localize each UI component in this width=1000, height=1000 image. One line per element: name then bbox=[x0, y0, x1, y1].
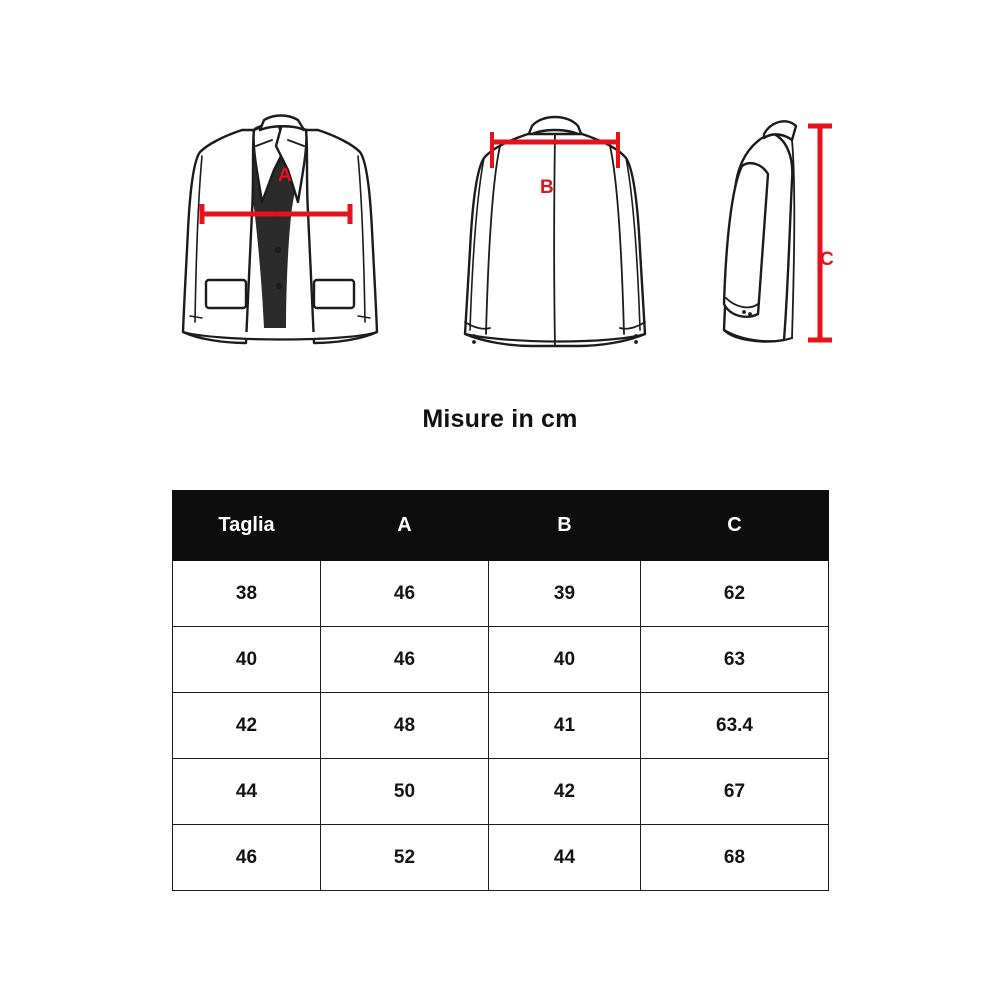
back-center-seam bbox=[554, 134, 555, 346]
side-cuff-button-2 bbox=[748, 312, 752, 316]
cell-b: 41 bbox=[489, 693, 641, 759]
cell-c: 63.4 bbox=[641, 693, 829, 759]
table-row bbox=[173, 825, 829, 891]
table-row bbox=[173, 693, 829, 759]
cell-b: 40 bbox=[489, 627, 641, 693]
table-row bbox=[173, 627, 829, 693]
front-left-body bbox=[183, 130, 254, 343]
table-row bbox=[173, 759, 829, 825]
cell-b: 39 bbox=[489, 561, 641, 627]
cell-a: 46 bbox=[321, 561, 489, 627]
illustrations-row bbox=[0, 90, 1000, 380]
column-header-taglia: Taglia bbox=[173, 491, 321, 561]
measure-label-c: C bbox=[820, 249, 834, 270]
size-table bbox=[172, 490, 829, 891]
cell-size: 46 bbox=[173, 825, 321, 891]
cell-size: 38 bbox=[173, 561, 321, 627]
column-header-b: B bbox=[489, 491, 641, 561]
cell-size: 44 bbox=[173, 759, 321, 825]
back-right-cuff-button-2 bbox=[634, 340, 638, 344]
jacket-side-illustration bbox=[700, 90, 880, 380]
jacket-front-illustration bbox=[168, 90, 398, 380]
measure-line-c bbox=[808, 126, 832, 340]
column-header-a: A bbox=[321, 491, 489, 561]
front-button-3 bbox=[276, 283, 282, 289]
cell-a: 48 bbox=[321, 693, 489, 759]
cell-b: 42 bbox=[489, 759, 641, 825]
cell-a: 50 bbox=[321, 759, 489, 825]
cell-c: 63 bbox=[641, 627, 829, 693]
front-right-body bbox=[306, 130, 377, 343]
table-row bbox=[173, 561, 829, 627]
cell-c: 62 bbox=[641, 561, 829, 627]
table-header-row bbox=[173, 491, 829, 561]
cell-size: 42 bbox=[173, 693, 321, 759]
front-left-pocket bbox=[206, 280, 246, 308]
measure-label-a: A bbox=[278, 165, 292, 186]
cell-a: 52 bbox=[321, 825, 489, 891]
front-button-2 bbox=[275, 247, 281, 253]
cell-c: 68 bbox=[641, 825, 829, 891]
column-header-c: C bbox=[641, 491, 829, 561]
cell-a: 46 bbox=[321, 627, 489, 693]
front-right-pocket bbox=[314, 280, 354, 308]
cell-size: 40 bbox=[173, 627, 321, 693]
jacket-back-illustration bbox=[440, 90, 670, 380]
cell-b: 44 bbox=[489, 825, 641, 891]
side-cuff-button-1 bbox=[742, 310, 746, 314]
back-left-cuff-button-2 bbox=[472, 340, 476, 344]
chart-caption: Misure in cm bbox=[422, 405, 578, 433]
measure-label-b: B bbox=[540, 177, 554, 198]
cell-c: 67 bbox=[641, 759, 829, 825]
